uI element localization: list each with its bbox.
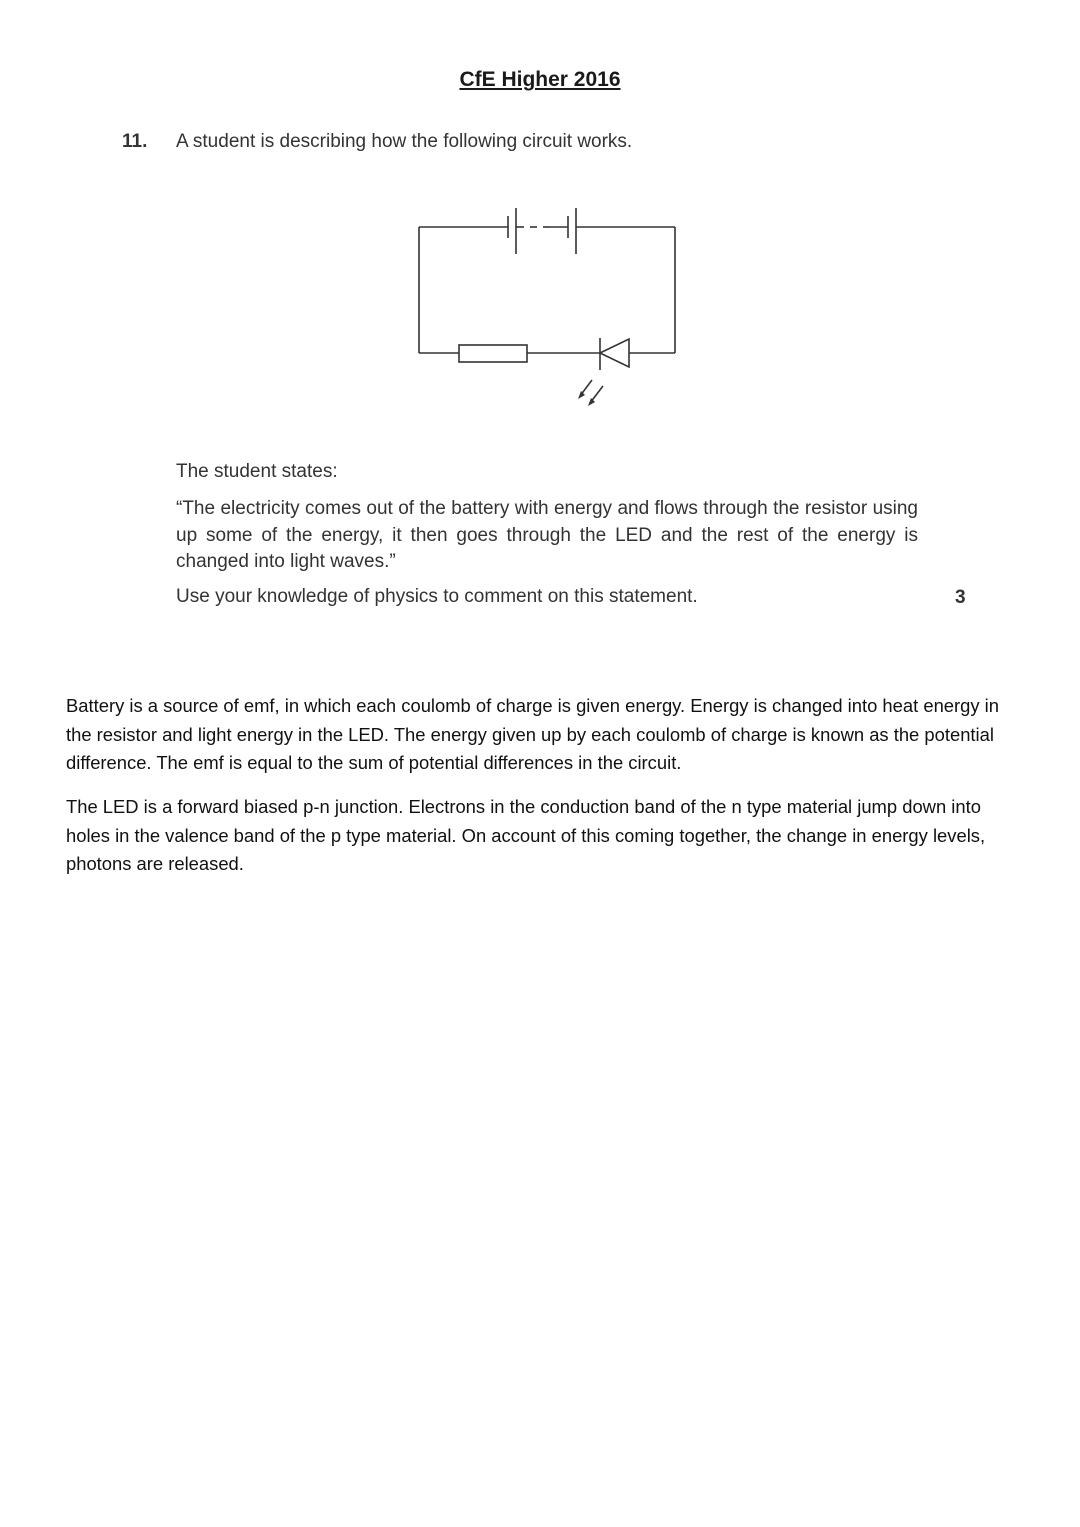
- page-title: CfE Higher 2016: [459, 68, 621, 91]
- student-states-label: The student states:: [176, 461, 338, 482]
- circuit-diagram: [400, 190, 700, 430]
- resistor-symbol: [459, 345, 527, 362]
- question-number: 11.: [122, 131, 148, 152]
- question-intro-row: [122, 131, 632, 153]
- student-quote: “The electricity comes out of the battery with energy and flows through the resistor using up some of the energy, it then goes through the LED and the rest of the energy is changed into light waves.”: [176, 498, 918, 572]
- answer-paragraph-2: The LED is a forward biased p-n junction. Electrons in the conduction band of the n type material jump down into holes in the valence band of the p type material. On account of this coming together, the change in energy levels, photons are released.: [66, 796, 986, 874]
- battery-symbol: [508, 208, 576, 254]
- question-prompt: Use your knowledge of physics to comment on this statement.: [176, 586, 698, 607]
- marks-value: 3: [955, 587, 966, 608]
- led-symbol: [580, 338, 675, 403]
- question-intro: A student is describing how the following circuit works.: [176, 131, 633, 152]
- answer-paragraph-1: Battery is a source of emf, in which each coulomb of charge is given energy. Energy is changed into heat energy in the resistor and light energy in the LED. The energy given up by each coulomb of charge is known as the potential difference. The emf is equal to the sum of potential differences in the circuit.: [66, 695, 999, 773]
